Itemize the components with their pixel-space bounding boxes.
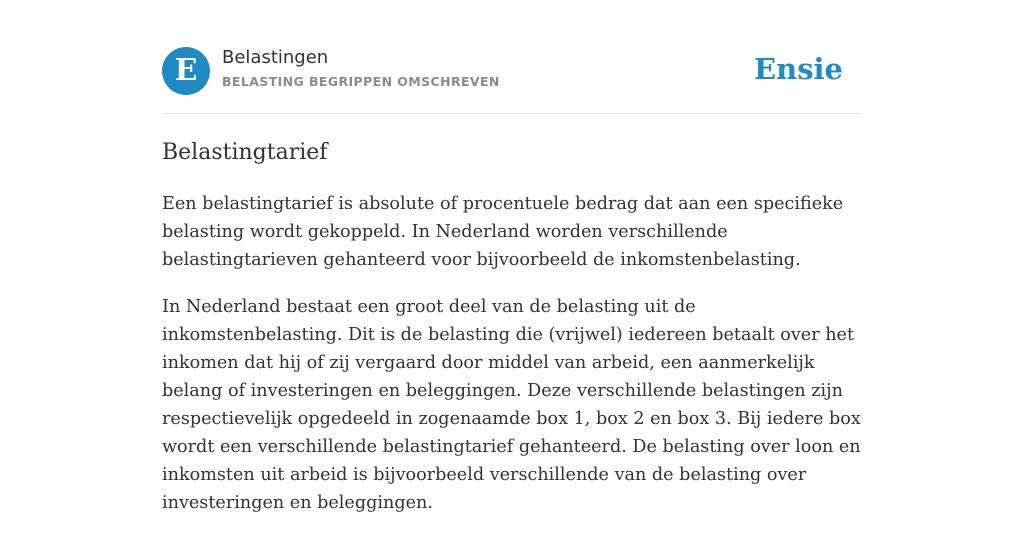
paragraph: In Nederland bestaat een groot deel van de belasting uit de inkomstenbelasting. Dit is de belasting die (vrijwel) iedereen betaalt over het inkomen dat hij of zij vergaard door middel van arbeid, een aanmerkelijk belang of investeringen en beleggingen. Deze verschillende belastingen zijn respectievelijk opgedeeld in zogenaamde box 1, box 2 en box 3. Bij iedere box wordt een verschillende belastingtarief gehanteerd. De belasting over loon en inkomsten uit arbeid is bijvoorbeeld verschillende van de belasting over investeringen en beleggingen. [162, 297, 861, 513]
paragraph: Een belastingtarief is absolute of procentuele bedrag dat aan een specifieke belasting wordt gekoppeld. In Nederland worden verschillende belastingtarieven gehanteerd voor bijvoorbeeld de inkomstenbelasting. [162, 194, 844, 270]
category-subtitle: BELASTING BEGRIPPEN OMSCHREVEN [222, 74, 500, 89]
brand-logo[interactable]: Ensie [754, 52, 843, 86]
category-title[interactable]: Belastingen [222, 47, 329, 68]
header [162, 0, 862, 114]
term-title: Belastingtarief [162, 140, 328, 165]
page [162, 0, 862, 513]
category-logo[interactable]: E [162, 47, 210, 95]
article-body [162, 190, 862, 536]
